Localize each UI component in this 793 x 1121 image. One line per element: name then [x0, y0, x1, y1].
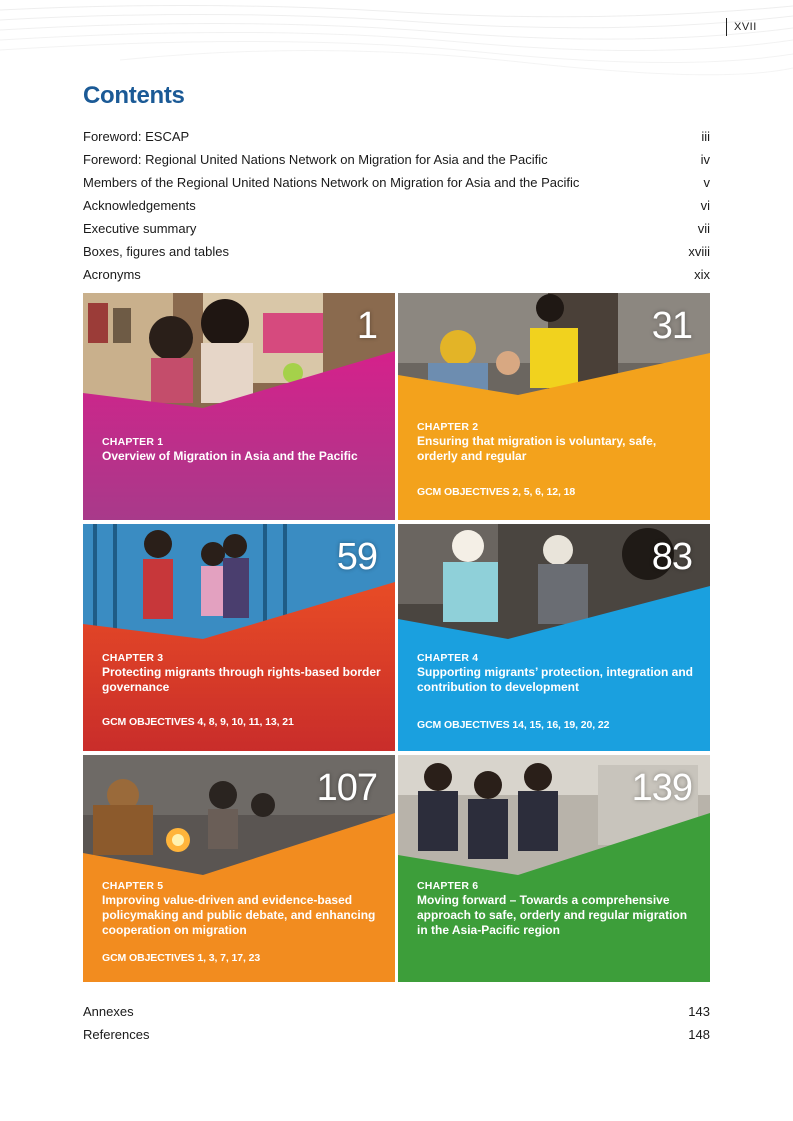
- chapter-1-page-number: 1: [356, 305, 377, 347]
- chapter-4-title: Supporting migrants’ protection, integration and contribution to development: [417, 665, 693, 694]
- toc-entry-page: v: [703, 175, 710, 190]
- toc-entry-label: Boxes, figures and tables: [83, 244, 229, 259]
- toc-entry-foreword-network[interactable]: [83, 148, 710, 171]
- chapter-6-title: Moving forward – Towards a comprehensive approach to safe, orderly and regular migration in the Asia-Pacific region: [417, 893, 688, 937]
- toc-entry-label: Foreword: Regional United Nations Network on Migration for Asia and the Pacific: [83, 152, 548, 167]
- toc-entry-page: xix: [694, 267, 710, 282]
- chapter-2-label: CHAPTER 2: [417, 421, 479, 433]
- toc-entry-acknowledgements[interactable]: [83, 194, 710, 217]
- chapter-4-objectives: GCM OBJECTIVES 14, 15, 16, 19, 20, 22: [417, 719, 610, 731]
- toc-entry-label: Executive summary: [83, 221, 197, 236]
- toc-entry-label: Acknowledgements: [83, 198, 196, 213]
- toc-entry-label: Members of the Regional United Nations Network on Migration for Asia and the Pacific: [83, 175, 580, 190]
- toc-entry-page: 143: [688, 1004, 710, 1019]
- chapter-6-tile[interactable]: [398, 755, 710, 982]
- chapter-5-page-number: 107: [316, 767, 377, 809]
- toc-entry-acronyms[interactable]: [83, 263, 710, 286]
- toc-entry-annexes[interactable]: [83, 1000, 710, 1023]
- chapter-5-objectives: GCM OBJECTIVES 1, 3, 7, 17, 23: [102, 952, 261, 964]
- toc-entry-label: Acronyms: [83, 267, 141, 282]
- chapter-5-label: CHAPTER 5: [102, 880, 164, 892]
- page-number: XVII: [726, 18, 757, 36]
- chapter-4-text: [417, 652, 697, 695]
- toc-entry-label: Foreword: ESCAP: [83, 129, 190, 144]
- chapter-4-tile[interactable]: [398, 524, 710, 751]
- toc-entry-members[interactable]: [83, 171, 710, 194]
- chapter-3-text: [102, 652, 382, 695]
- chapter-1-color-band: [83, 293, 395, 520]
- chapter-6-page-number: 139: [631, 767, 692, 809]
- toc-entry-label: Annexes: [83, 1004, 134, 1019]
- chapter-3-page-number: 59: [336, 536, 377, 578]
- chapter-3-tile[interactable]: [83, 524, 395, 751]
- chapter-1-label: CHAPTER 1: [102, 436, 164, 448]
- chapter-3-label: CHAPTER 3: [102, 652, 164, 664]
- chapter-6-text: [417, 880, 697, 938]
- chapter-1-title: Overview of Migration in Asia and the Pacific: [102, 449, 358, 463]
- table-of-contents: [83, 125, 710, 286]
- toc-entry-label: References: [83, 1027, 150, 1042]
- chapter-5-tile[interactable]: [83, 755, 395, 982]
- toc-entry-foreword-escap[interactable]: [83, 125, 710, 148]
- back-matter-list: [83, 1000, 710, 1046]
- toc-entry-page: xviii: [688, 244, 710, 259]
- chapter-4-page-number: 83: [651, 536, 692, 578]
- chapter-5-title: Improving value-driven and evidence-based policymaking and public debate, and enhancing cooperation on migration: [102, 893, 376, 937]
- chapter-2-tile[interactable]: [398, 293, 710, 520]
- chapter-2-title: Ensuring that migration is voluntary, safe, orderly and regular: [417, 434, 657, 463]
- chapter-1-tile[interactable]: [83, 293, 395, 520]
- chapter-grid: [83, 293, 710, 983]
- chapter-3-objectives: GCM OBJECTIVES 4, 8, 9, 10, 11, 13, 21: [102, 716, 294, 728]
- header-wave-decoration: [0, 0, 793, 90]
- toc-entry-page: iii: [701, 129, 710, 144]
- toc-entry-page: iv: [700, 152, 710, 167]
- toc-entry-references[interactable]: [83, 1023, 710, 1046]
- chapter-2-text: [417, 421, 697, 464]
- chapter-1-text: [102, 436, 382, 464]
- toc-entry-page: vi: [700, 198, 710, 213]
- chapter-3-title: Protecting migrants through rights-based border governance: [102, 665, 381, 694]
- toc-entry-executive-summary[interactable]: [83, 217, 710, 240]
- chapter-2-page-number: 31: [651, 305, 692, 347]
- chapter-2-objectives: GCM OBJECTIVES 2, 5, 6, 12, 18: [417, 486, 576, 498]
- chapter-4-label: CHAPTER 4: [417, 652, 479, 664]
- toc-entry-page: 148: [688, 1027, 710, 1042]
- toc-entry-boxes-figures-tables[interactable]: [83, 240, 710, 263]
- chapter-5-text: [102, 880, 382, 938]
- chapter-6-label: CHAPTER 6: [417, 880, 479, 892]
- page-title: Contents: [83, 82, 185, 109]
- toc-entry-page: vii: [697, 221, 710, 236]
